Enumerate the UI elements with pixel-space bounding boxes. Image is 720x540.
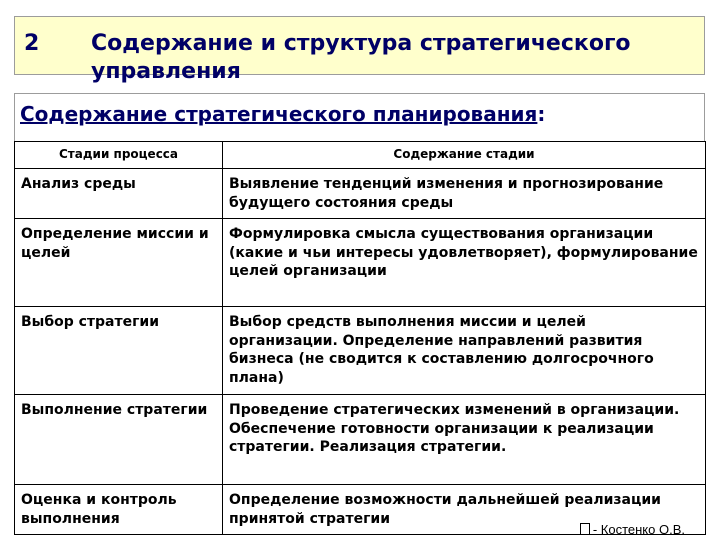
column-header-stage: Стадии процесса bbox=[15, 142, 223, 169]
stage-cell: Выбор стратегии bbox=[15, 307, 223, 395]
slide-title: Содержание и структура стратегического управления bbox=[91, 31, 631, 84]
subtitle-box bbox=[14, 93, 705, 141]
table-header-row bbox=[15, 142, 706, 169]
table-row bbox=[15, 219, 706, 307]
content-cell: Формулировка смысла существования организации (какие и чьи интересы удовлетворяет), формулирование целей организации bbox=[223, 219, 706, 307]
stage-cell: Анализ среды bbox=[15, 169, 223, 219]
content-cell: Выбор средств выполнения миссии и целей организации. Определение направлений развития бизнеса (не сводится к составлению долгосрочного плана) bbox=[223, 307, 706, 395]
table-row bbox=[15, 395, 706, 485]
copyright-icon bbox=[580, 523, 590, 535]
subtitle-text: Содержание стратегического планирования bbox=[20, 102, 538, 126]
table-row bbox=[15, 307, 706, 395]
author-name: - Костенко О.В. bbox=[592, 522, 685, 537]
content-cell: Проведение стратегических изменений в организации. Обеспечение готовности организации к реализации стратегии. Реализация стратегии. bbox=[223, 395, 706, 485]
subtitle-colon: : bbox=[537, 102, 546, 126]
column-header-content: Содержание стадии bbox=[223, 142, 706, 169]
table-row bbox=[15, 169, 706, 219]
author-footer bbox=[580, 522, 685, 537]
content-cell: Выявление тенденций изменения и прогнозирование будущего состояния среды bbox=[223, 169, 706, 219]
stage-cell: Оценка и контроль выполнения bbox=[15, 485, 223, 535]
content-cell: Определение возможности дальнейшей реализации принятой стратегии bbox=[223, 485, 706, 535]
subtitle bbox=[20, 102, 545, 126]
section-number: 2 bbox=[24, 31, 40, 56]
planning-table bbox=[14, 141, 706, 535]
slide-title-box bbox=[14, 16, 705, 84]
stage-cell: Выполнение стратегии bbox=[15, 395, 223, 485]
stage-cell: Определение миссии и целей bbox=[15, 219, 223, 307]
